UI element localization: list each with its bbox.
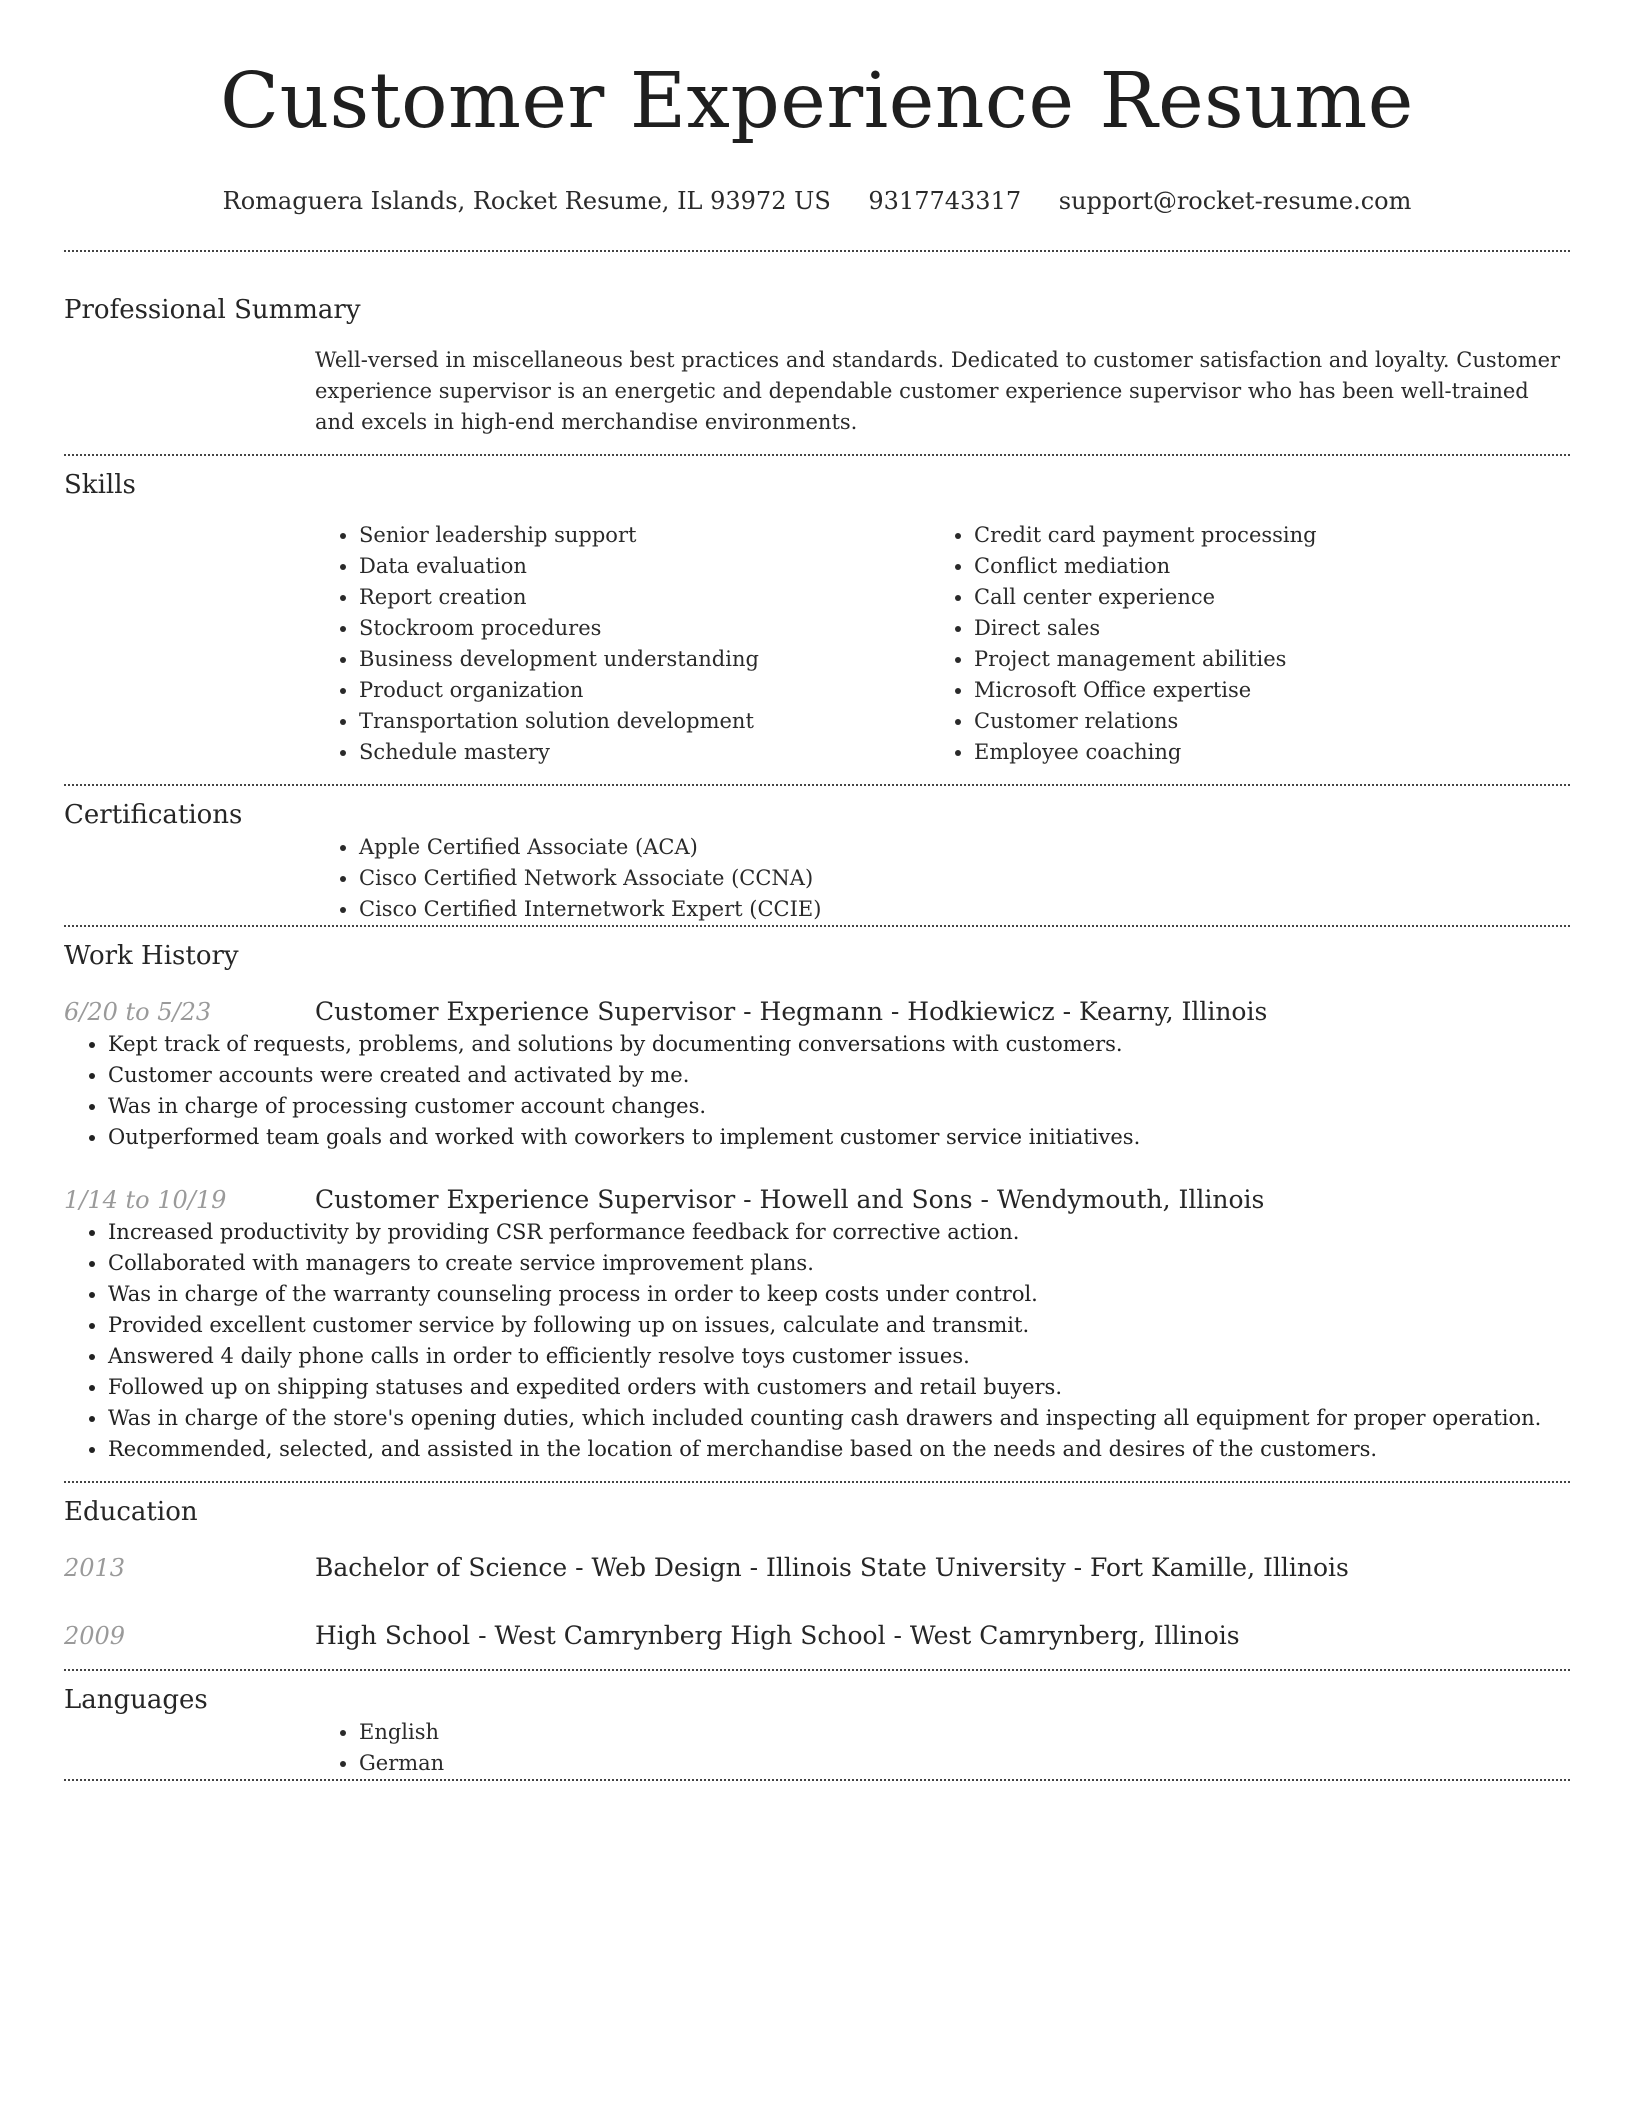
languages-list [315,1717,1570,1779]
skill-item: • Direct sales [974,613,1545,644]
section-title-languages: Languages [64,1685,208,1715]
section-title-certifications: Certifications [64,800,243,830]
education-entry [64,1551,1570,1585]
skill-item: • Conflict mediation [974,551,1545,582]
certification-item: • Cisco Certified Network Associate (CCNA) [359,863,1570,894]
skills-list-left [315,520,930,768]
job-bullet: • Was in charge of the store's opening duties, which included counting cash drawers and inspecting all equipment for proper operation. [108,1403,1570,1434]
job-bullet: • Kept track of requests, problems, and solutions by documenting conversations with customers. [108,1029,1570,1060]
skills-section [64,456,1570,768]
job-bullet: • Collaborated with managers to create service improvement plans. [108,1248,1570,1279]
certifications-section [64,786,1570,925]
job-bullet: • Was in charge of processing customer account changes. [108,1091,1570,1122]
work-history-section [64,927,1570,1465]
certifications-content [315,832,1570,925]
job-bullets [64,1217,1570,1465]
skill-item: • Customer relations [974,706,1545,737]
email: support@rocket-resume.com [1058,187,1412,215]
job-bullet: • Answered 4 daily phone calls in order to efficiently resolve toys customer issues. [108,1341,1570,1372]
skill-item: • Product organization [359,675,930,706]
summary-text: Well-versed in miscellaneous best practices and standards. Dedicated to customer satisfaction and loyalty. Customer experience supervisor is an energetic and dependable customer experience supervisor who has been well-trained and excels in high-end merchandise environments. [315,348,1561,434]
skill-item: • Report creation [359,582,930,613]
address: Romaguera Islands, Rocket Resume, IL 93972 US [222,187,831,215]
skill-item: • Stockroom procedures [359,613,930,644]
job-bullet: • Customer accounts were created and activated by me. [108,1060,1570,1091]
languages-content [315,1717,1570,1779]
language-item: • German [359,1748,1570,1779]
skill-item: • Business development understanding [359,644,930,675]
skill-item: • Call center experience [974,582,1545,613]
education-title: Bachelor of Science - Web Design - Illinois State University - Fort Kamille, Illinois [315,1553,1349,1582]
summary-section [64,252,1570,438]
skill-item: • Transportation solution development [359,706,930,737]
job-bullet: • Provided excellent customer service by following up on issues, calculate and transmit. [108,1310,1570,1341]
section-title-work: Work History [64,941,239,971]
education-year: 2013 [64,1554,126,1582]
skill-item: • Credit card payment processing [974,520,1545,551]
job-bullet: • Increased productivity by providing CSR performance feedback for corrective action. [108,1217,1570,1248]
job-bullet: • Was in charge of the warranty counseling process in order to keep costs under control. [108,1279,1570,1310]
resume-page [64,0,1570,1781]
education-section [64,1483,1570,1653]
education-year: 2009 [64,1622,126,1650]
section-title-summary: Professional Summary [64,295,361,325]
summary-content [315,345,1570,438]
job-title: Customer Experience Supervisor - Hegmann - Hodkiewicz - Kearny, Illinois [315,997,1268,1026]
divider [64,1779,1570,1781]
job-bullet: • Recommended, selected, and assisted in the location of merchandise based on the needs and desires of the customers. [108,1434,1570,1465]
skills-content [315,520,1570,768]
skill-item: • Project management abilities [974,644,1545,675]
section-title-skills: Skills [64,470,136,500]
resume-header [64,0,1570,216]
skills-list-right [930,520,1545,768]
job-bullets [64,1029,1570,1153]
certifications-list [315,832,1570,925]
resume-title: Customer Experience Resume [220,57,1414,146]
certification-item: • Apple Certified Associate (ACA) [359,832,1570,863]
education-title: High School - West Camrynberg High School - West Camrynberg, Illinois [315,1621,1240,1650]
job-entry [64,995,1570,1153]
skill-item: • Microsoft Office expertise [974,675,1545,706]
certification-item: • Cisco Certified Internetwork Expert (CCIE) [359,894,1570,925]
section-title-education: Education [64,1497,198,1527]
skill-item: • Schedule mastery [359,737,930,768]
job-dates: 6/20 to 5/23 [64,998,212,1026]
phone: 9317743317 [868,187,1022,215]
job-dates: 1/14 to 10/19 [64,1186,227,1214]
language-item: • English [359,1717,1570,1748]
languages-section [64,1671,1570,1779]
skill-item: • Data evaluation [359,551,930,582]
skills-grid [315,520,1570,768]
job-bullet: • Outperformed team goals and worked with coworkers to implement customer service initiatives. [108,1122,1570,1153]
contact-line [64,186,1570,216]
job-entry [64,1183,1570,1465]
skill-item: • Employee coaching [974,737,1545,768]
skill-item: • Senior leadership support [359,520,930,551]
education-entry [64,1619,1570,1653]
job-title: Customer Experience Supervisor - Howell and Sons - Wendymouth, Illinois [315,1185,1265,1214]
job-bullet: • Followed up on shipping statuses and expedited orders with customers and retail buyers. [108,1372,1570,1403]
